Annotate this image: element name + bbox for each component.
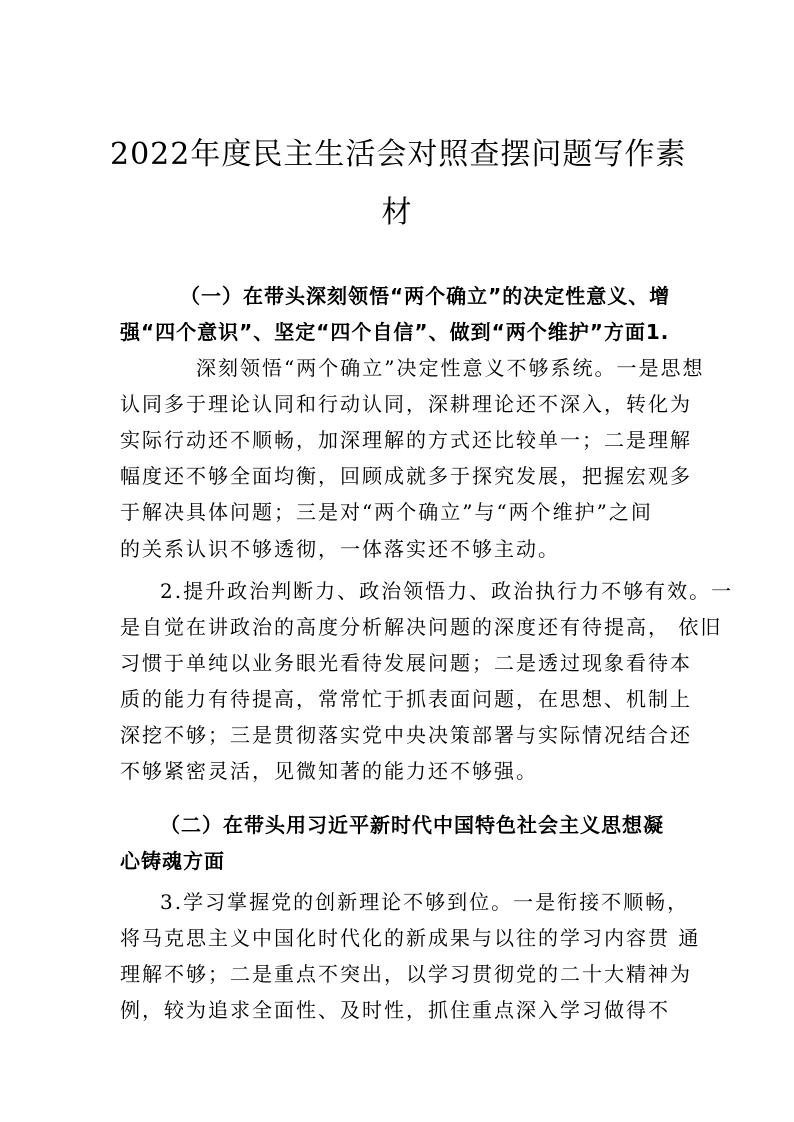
paragraph-line: 习惯于单纯以业务眼光看待发展问题；二是透过现象看待本 xyxy=(120,651,692,675)
section-heading-1-line-2: 强“四个意识”、坚定“四个自信”、做到“两个维护”方面1. xyxy=(120,320,670,344)
paragraph-line: 不够紧密灵活，见微知著的能力还不够强。 xyxy=(120,759,538,783)
paragraph-line: 3.学习掌握党的创新理论不够到位。一是衔接不顺畅， xyxy=(160,890,690,914)
paragraph-line: 幅度还不够全面均衡，回顾成就多于探究发展，把握宏观多 xyxy=(120,464,692,488)
document-title-line-1: 2022年度民主生活会对照查摆问题写作素 xyxy=(110,137,687,172)
paragraph-line: 深挖不够；三是贯彻落实党中央决策部署与实际情况结合还 xyxy=(120,723,692,747)
section-heading-2-line-1: （二）在带头用习近平新时代中国特色社会主义思想凝 xyxy=(160,813,664,837)
paragraph-line: 是自觉在讲政治的高度分析解决问题的深度还有待提高， 依旧 xyxy=(120,615,723,639)
paragraph-line: 于解决具体问题；三是对“两个确立”与“两个维护”之间 xyxy=(120,500,653,524)
paragraph-line: 2.提升政治判断力、政治领悟力、政治执行力不够有效。一 xyxy=(160,579,734,603)
section-heading-1-line-1: （一）在带头深刻领悟“两个确立”的决定性意义、增 xyxy=(180,284,671,308)
paragraph-line: 的关系认识不够透彻，一体落实还不够主动。 xyxy=(120,537,560,561)
paragraph-line: 实际行动还不顺畅，加深理解的方式还比较单一；二是理解 xyxy=(120,428,692,452)
paragraph-line: 例，较为追求全面性、及时性，抓住重点深入学习做得不 xyxy=(120,998,670,1022)
paragraph-line: 深刻领悟“两个确立”决定性意义不够系统。一是思想 xyxy=(196,356,705,380)
section-heading-2-line-2: 心铸魂方面 xyxy=(120,849,225,873)
paragraph-line: 认同多于理论认同和行动认同，深耕理论还不深入，转化为 xyxy=(120,392,692,416)
document-title-line-2: 材 xyxy=(381,195,413,230)
paragraph-line: 将马克思主义中国化时代化的新成果与以往的学习内容贯 通 xyxy=(120,926,701,950)
paragraph-line: 质的能力有待提高，常常忙于抓表面问题，在思想、机制上 xyxy=(120,687,692,711)
paragraph-line: 理解不够；二是重点不突出，以学习贯彻党的二十大精神为 xyxy=(120,962,692,986)
